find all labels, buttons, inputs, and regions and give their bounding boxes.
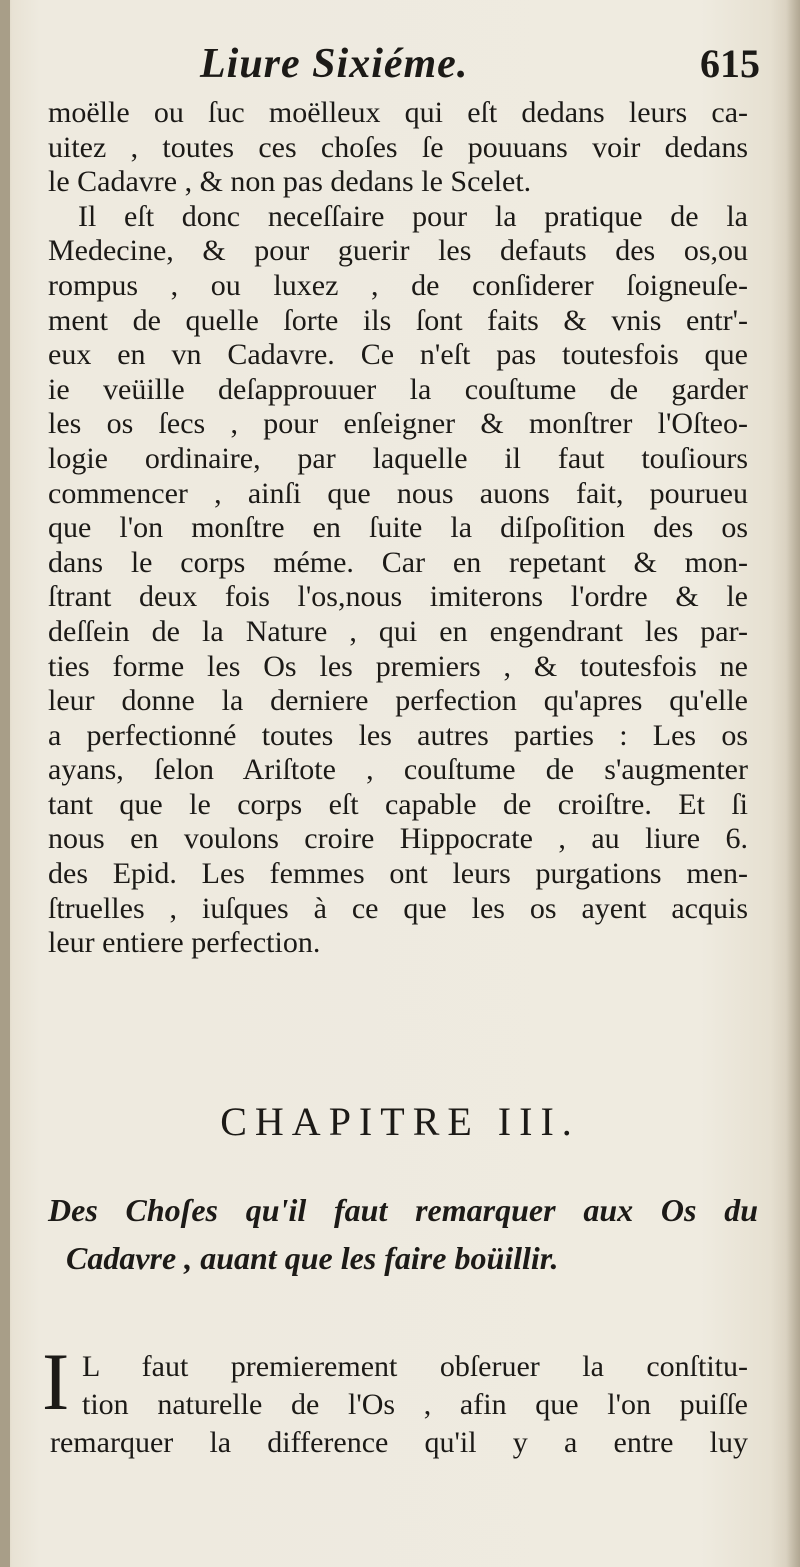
- text-line: dans le corps méme. Car en repetant & mon-: [48, 545, 748, 579]
- text-line: remarquer la difference qu'il y a entre luy: [50, 1426, 748, 1459]
- subtitle-line: Cadavre , auant que les faire boüillir.: [66, 1240, 559, 1276]
- text-line: leur entiere perfection.: [48, 926, 321, 960]
- text-line: Medecine, & pour guerir les defauts des os,ou: [48, 234, 748, 268]
- text-line: tant que le corps eſt capable de croiſtre. Et ſi: [48, 787, 748, 821]
- text-line: ie veüille deſapprouuer la couſtume de garder: [48, 372, 748, 406]
- text-line: Il eſt donc neceſſaire pour la pratique de la: [78, 199, 748, 233]
- running-head: Liure Sixiéme.: [200, 41, 469, 87]
- body-text: [48, 96, 748, 961]
- text-line: rompus , ou luxez , de conſiderer ſoigneuſe-: [48, 268, 748, 302]
- text-line: des Epid. Les femmes ont leurs purgations men-: [48, 857, 748, 891]
- text-line: ment de quelle ſorte ils ſont faits & vnis entr'-: [48, 303, 748, 337]
- subtitle-line: Des Choſes qu'il faut remarquer aux Os du: [48, 1192, 758, 1228]
- text-line: eux en vn Cadavre. Ce n'eſt pas toutesfois que: [48, 338, 748, 372]
- page-gutter: [0, 0, 10, 1567]
- text-line: nous en voulons croire Hippocrate , au liure 6.: [48, 822, 748, 856]
- page-header: [40, 40, 760, 100]
- text-line: les os ſecs , pour enſeigner & monſtrer l'Oſteo-: [48, 407, 748, 441]
- text-line: le Cadavre , & non pas dedans le Scelet.: [48, 165, 532, 199]
- text-line: L faut premierement obſeruer la conſtitu-: [82, 1350, 748, 1383]
- drop-cap: I: [42, 1336, 70, 1427]
- text-line: ſtrant deux fois l'os,nous imiterons l'ordre & le: [48, 580, 748, 614]
- chapter-subtitle: [48, 1186, 758, 1282]
- text-line: deſſein de la Nature , qui en engendrant les par-: [48, 614, 748, 648]
- text-line: uitez , toutes ces choſes ſe pouuans voir dedans: [48, 130, 748, 164]
- text-line: ties forme les Os les premiers , & toutesfois ne: [48, 649, 748, 683]
- text-line: tion naturelle de l'Os , afin que l'on puiſſe: [82, 1388, 748, 1421]
- text-line: ayans, ſelon Ariſtote , couſtume de s'augmenter: [48, 753, 748, 787]
- text-line: a perfectionné toutes les autres parties : Les os: [48, 718, 748, 752]
- text-line: moëlle ou ſuc moëlleux qui eſt dedans leurs ca-: [48, 96, 748, 129]
- text-line: logie ordinaire, par laquelle il faut touſiours: [48, 441, 748, 475]
- text-line: ſtruelles , iuſques à ce que les os ayent acquis: [48, 891, 748, 925]
- page-number: 615: [700, 41, 760, 86]
- opening-text: [50, 1348, 748, 1462]
- chapter-title: CHAPITRE III.: [220, 1099, 580, 1144]
- text-line: commencer , ainſi que nous auons fait, pourueu: [48, 476, 748, 510]
- text-line: que l'on monſtre en ſuite la diſpoſition des os: [48, 511, 748, 545]
- text-line: leur donne la derniere perfection qu'apres qu'elle: [48, 684, 748, 718]
- page-edge-shadow: [786, 0, 800, 1567]
